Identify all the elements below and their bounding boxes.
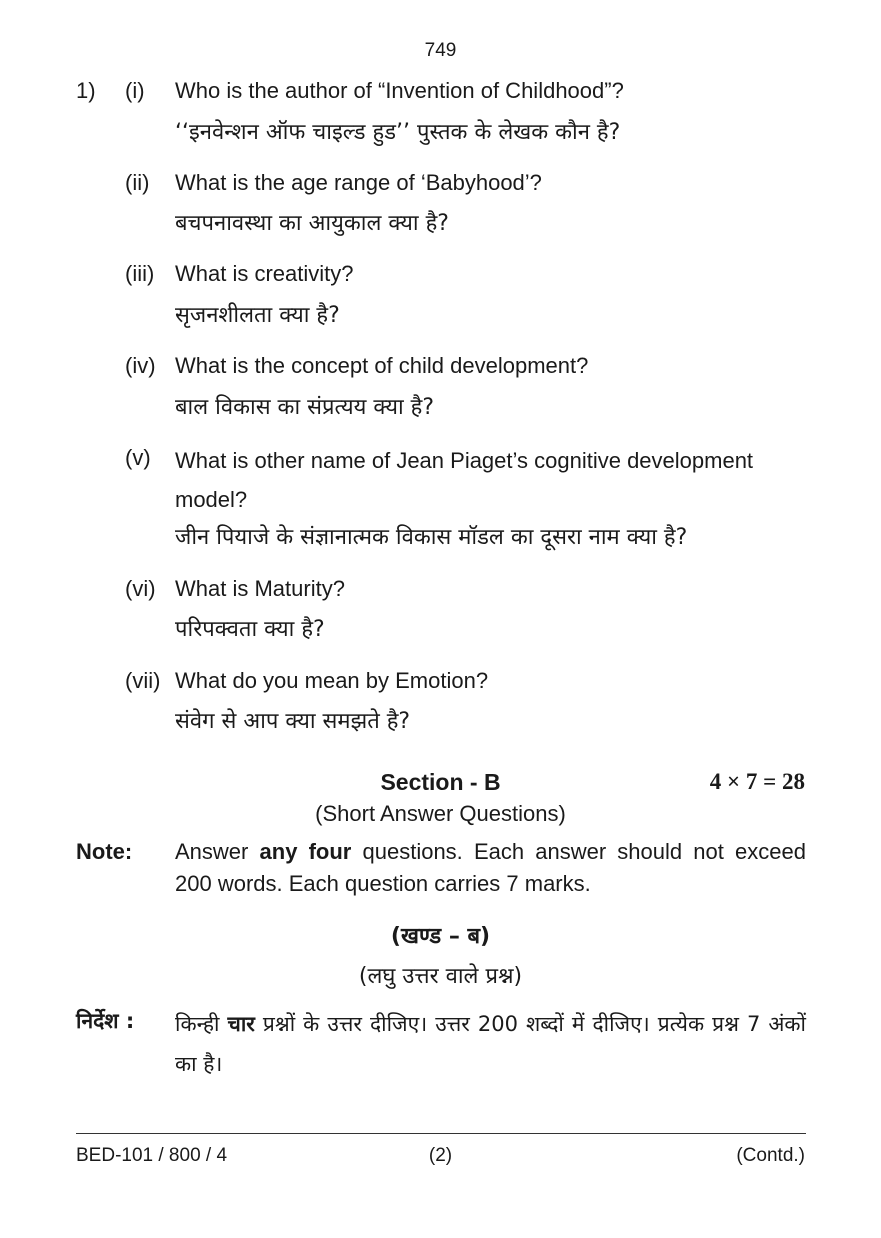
footer-divider: [76, 1133, 806, 1134]
question-text-en: What is creativity?: [175, 261, 354, 286]
sub-question-number: (iv): [125, 353, 156, 378]
question-number: 1): [76, 78, 96, 103]
hindi-section-title: (खण्ड – ब): [390, 924, 491, 949]
page-number: 749: [424, 40, 457, 61]
question-text-hi: बचपनावस्था का आयुकाल क्या है?: [175, 211, 449, 236]
section-title: Section - B: [380, 769, 501, 795]
nirdesh-text-bold: चार: [227, 1012, 255, 1036]
footer-page-number: (2): [428, 1145, 453, 1166]
sub-question-number: (vii): [125, 668, 161, 693]
question-text-hi: परिपक्वता क्या है?: [175, 617, 325, 642]
question-text-hi: संवेग से आप क्या समझते है?: [175, 709, 411, 734]
hindi-section-subtitle: (लघु उत्तर वाले प्रश्न): [358, 964, 523, 989]
note-text-after: questions. Each answer should not exceed 200 words. Each question carries 7 marks.: [175, 839, 806, 896]
question-text-en: What do you mean by Emotion?: [175, 668, 489, 693]
note-text: [175, 836, 806, 900]
nirdesh-text-before: किन्ही: [175, 1012, 228, 1036]
nirdesh-label: निर्देश :: [76, 1009, 135, 1033]
sub-question-number: (v): [125, 445, 151, 470]
section-subtitle: (Short Answer Questions): [315, 801, 566, 826]
footer-paper-code: BED-101 / 800 / 4: [76, 1145, 228, 1166]
question-text-hi: बाल विकास का संप्रत्यय क्या है?: [175, 395, 435, 420]
question-text-en: What is other name of Jean Piaget’s cognitive development model?: [175, 448, 754, 512]
question-text-hi: ‘‘इनवेन्शन ऑफ चाइल्ड हुड’’ पुस्तक के लेखक कौन है?: [175, 120, 621, 145]
section-marks: 4 × 7 = 28: [709, 769, 805, 794]
nirdesh-text: [175, 1004, 806, 1084]
question-text-hi: जीन पियाजे के संज्ञानात्मक विकास मॉडल का दूसरा नाम क्या है?: [175, 525, 688, 550]
footer-contd: (Contd.): [736, 1145, 805, 1166]
note-text-bold: any four: [259, 839, 352, 864]
nirdesh-text-after: प्रश्नों के उत्तर दीजिए। उत्तर 200 शब्दों में दीजिए। प्रत्येक प्रश्न 7 अंकों का है।: [175, 1012, 806, 1076]
note-text-before: Answer: [175, 839, 260, 864]
note-label: Note:: [76, 839, 133, 864]
question-text-en: What is the age range of ‘Babyhood’?: [175, 170, 542, 195]
question-text-en: What is Maturity?: [175, 576, 345, 601]
sub-question-number: (vi): [125, 576, 156, 601]
sub-question-number: (i): [125, 78, 145, 103]
question-text-en: Who is the author of “Invention of Childhood”?: [175, 78, 624, 103]
sub-question-number: (iii): [125, 261, 155, 286]
question-text-hi: सृजनशीलता क्या है?: [175, 303, 340, 328]
question-text-en: What is the concept of child development?: [175, 353, 589, 378]
sub-question-number: (ii): [125, 170, 150, 195]
